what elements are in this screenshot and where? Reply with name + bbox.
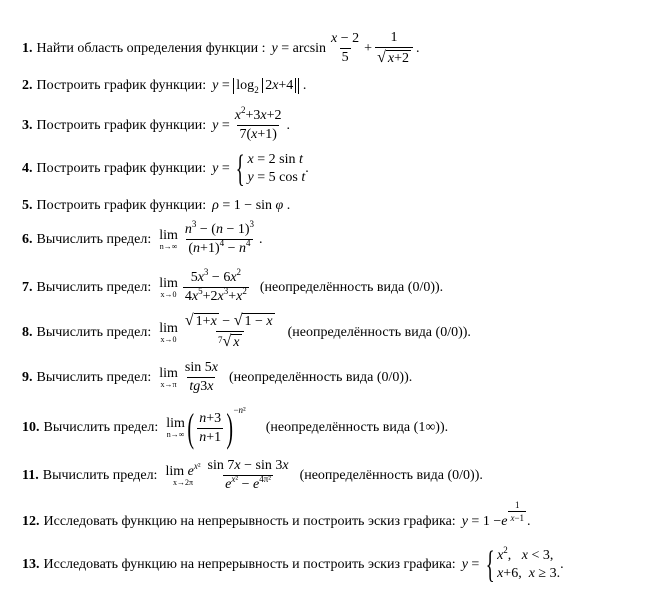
formula: y = $\frac{x^2+3x+2}{7(x+1)}$ .	[212, 105, 291, 142]
problem-text: Вычислить предел:	[36, 325, 152, 340]
problem-text: Вычислить предел:	[36, 231, 152, 247]
problem-note: (неопределённость вида (0/0)).	[299, 467, 483, 483]
formula: ρ = 1 − sin φ .	[212, 198, 291, 213]
formula: $\lim e^{x^2}$ x→2π $\frac{\sin 7x - \sin 3x}{e^{x^2} - e^{4\pi^2}}$	[165, 458, 289, 492]
problem-number: 10.	[22, 420, 40, 435]
problem-text: Вычислить предел:	[36, 279, 152, 295]
problem-text: Построить график функции:	[36, 117, 207, 133]
problem-number: 1.	[22, 40, 33, 56]
problem-number: 6.	[22, 231, 33, 247]
problem-note: (неопределённость вида (0/0)).	[228, 369, 413, 385]
problem-8	[22, 312, 477, 354]
problem-text: Найти область определения функции :	[36, 40, 266, 56]
problem-3	[22, 105, 291, 143]
problem-text: Вычислить предел:	[36, 369, 152, 385]
problem-note: (неопределённость вида (1∞)).	[265, 420, 449, 435]
problem-12	[22, 500, 531, 533]
formula: y = $\log_2 2x+4$ .	[212, 78, 307, 95]
formula: lim x→π $\frac{\sin 5x}{tg3x}$	[159, 360, 218, 394]
formula: y = { $x^2$, x < 3, x+6, x ≥ 3. .	[461, 544, 564, 586]
problem-text: Построить график функции:	[36, 198, 207, 213]
problem-number: 8.	[22, 325, 33, 340]
problem-9	[22, 360, 418, 395]
problem-number: 12.	[22, 513, 40, 529]
problem-number: 13.	[22, 557, 40, 572]
formula: y = 1 − e $\frac{1}{x-1}$ .	[461, 500, 531, 529]
problem-4	[22, 150, 309, 188]
problem-number: 2.	[22, 78, 33, 93]
formula: lim n→∞ $\frac{n^3 - (n - 1)^3}{(n+1)^4 - n^4}$ .	[159, 219, 263, 256]
problem-note: (неопределённость вида (0/0)).	[259, 279, 444, 295]
problem-5	[22, 198, 290, 214]
formula: lim n→∞ ( $\frac{n+3}{n+1}$ ) −n²	[166, 405, 246, 450]
problem-7	[22, 267, 449, 305]
problem-text: Исследовать функцию на непрерывность и построить эскиз графика:	[43, 513, 456, 529]
problem-text: Построить график функции:	[36, 161, 207, 176]
problem-number: 7.	[22, 279, 33, 295]
problem-6	[22, 219, 263, 257]
problem-number: 11.	[22, 467, 39, 483]
problem-text: Построить график функции:	[36, 78, 207, 93]
problem-text: Вычислить предел:	[42, 467, 158, 483]
problem-note: (неопределённость вида (0/0)).	[287, 325, 471, 340]
problem-11	[22, 458, 489, 493]
formula: y = { x = 2 sin t y = 5 cos t .	[212, 148, 309, 190]
formula: y = arcsin $\frac{x - 2}{5}$ + 1 √ x+2 .	[271, 30, 420, 66]
problem-number: 3.	[22, 117, 33, 133]
formula: lim x→0 $\frac{5x^3 - 6x^2}{4x^5+2x^3+x^2}$	[159, 267, 247, 304]
formula: lim x→0 √ 1+x − √ 1 − x 7 √ x	[157, 312, 279, 354]
problem-13	[22, 546, 564, 584]
problem-number: 4.	[22, 161, 33, 176]
problem-1	[22, 30, 419, 67]
problem-text: Исследовать функцию на непрерывность и построить эскиз графика:	[43, 557, 456, 572]
problem-number: 9.	[22, 369, 33, 385]
problem-2	[22, 78, 306, 94]
problem-number: 5.	[22, 198, 33, 213]
problem-10	[22, 405, 454, 450]
problem-text: Вычислить предел:	[43, 420, 159, 435]
